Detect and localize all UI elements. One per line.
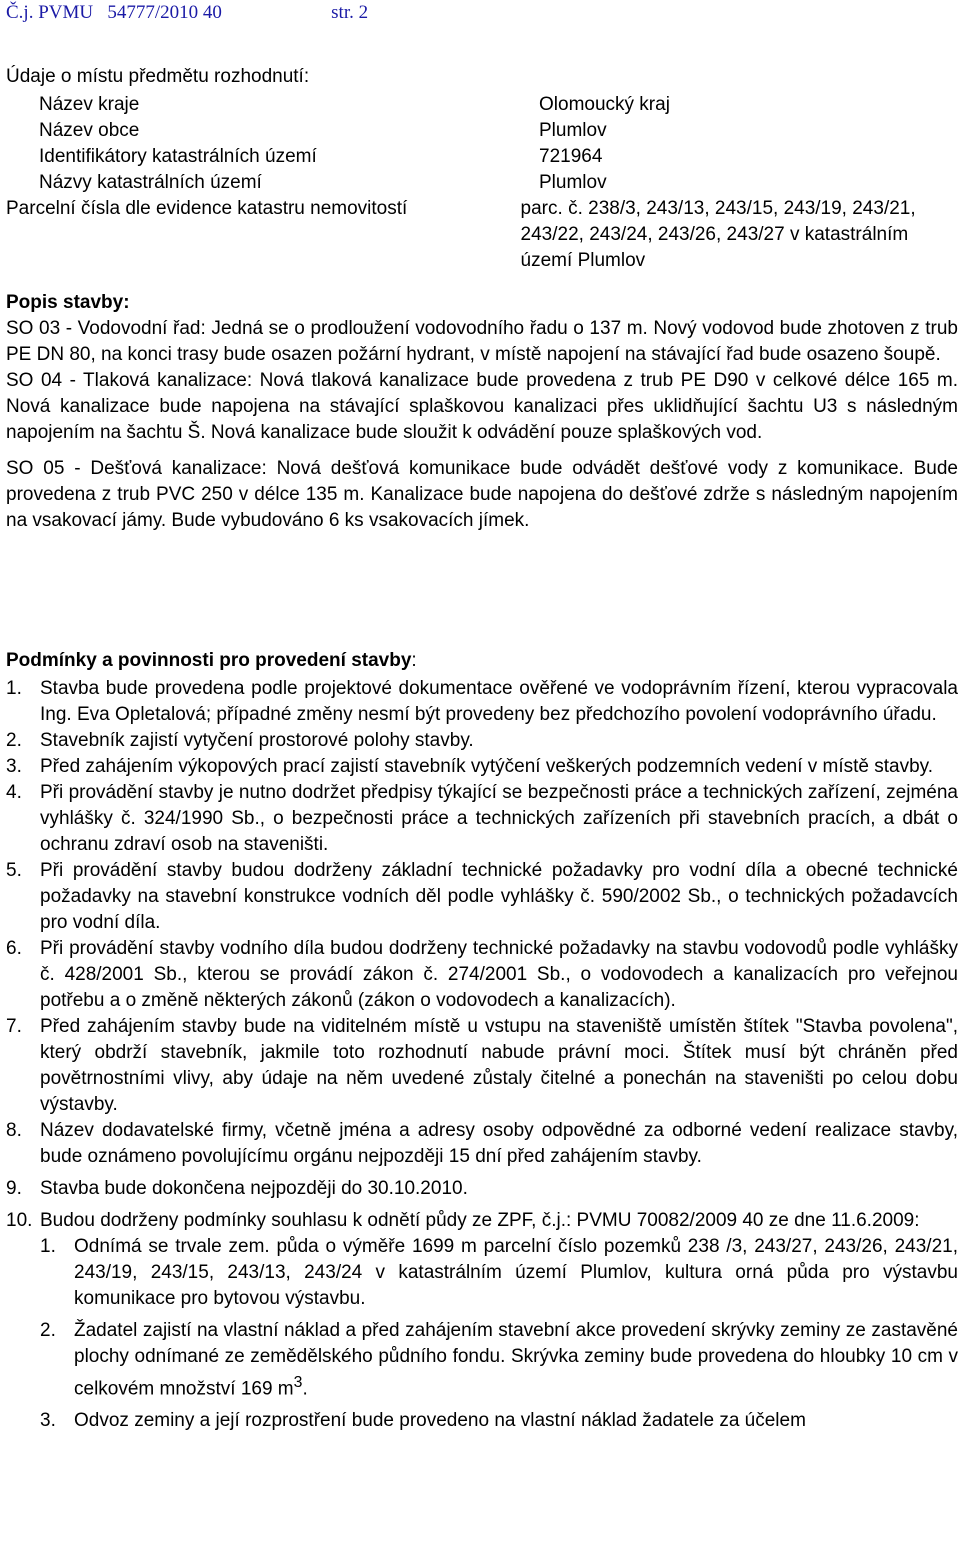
- sub-conditions-list: [40, 1234, 958, 1434]
- item-number: 2.: [6, 730, 22, 751]
- sub-item-number: 3.: [40, 1410, 56, 1432]
- list-item: [6, 1118, 958, 1170]
- info-label: Název obce: [39, 120, 140, 141]
- item-number: 5.: [6, 860, 22, 881]
- location-info-table: [6, 92, 959, 274]
- item-text: Před zahájením stavby bude na viditelném místě u vstupu na staveniště umístěn štítek "Stavba povolena", který obdrží stavebník, jakmile toto rozhodnutí nabude právní moci. Štítek musí být chráněn před povětrnostními vlivy, aby údaje na něm uvedené zůstaly čitelné a ponechán na staveništi po celou dobu výstavby.: [40, 1016, 958, 1115]
- item-text: Stavba bude dokončena nejpozději do 30.10.2010.: [40, 1178, 468, 1199]
- item-text: Před zahájením výkopových prací zajistí stavebník vytýčení veškerých podzemních vedení v místě stavby.: [40, 756, 934, 777]
- list-item: [6, 1014, 958, 1118]
- conditions-title: Podmínky a povinnosti pro provedení stavby: [6, 650, 412, 671]
- info-value: Olomoucký kraj: [539, 94, 670, 115]
- item-text: Budou dodrženy podmínky souhlasu k odnětí půdy ze ZPF, č.j.: PVMU 70082/2009 40 ze dne 11.6.2009:: [40, 1210, 920, 1231]
- item-number: 4.: [6, 782, 22, 803]
- page-number: str. 2: [331, 2, 369, 23]
- reference-number: 54777/2010 40: [107, 2, 222, 23]
- info-label: Název kraje: [39, 94, 140, 115]
- page-header: [6, 2, 368, 24]
- sub-list-item: [40, 1408, 958, 1434]
- item-text: Při provádění stavby je nutno dodržet předpisy týkající se bezpečnosti práce a technických zařízení, zejména vyhlášky č. 324/1990 Sb., o bezpečnosti práce a technických zařízeních při stavebních pracích, a dbát o ochranu zdraví osob na staveništi.: [40, 782, 958, 855]
- item-text: Při provádění stavby vodního díla budou dodrženy technické požadavky na stavbu vodovodů podle vyhlášky č. 428/2001 Sb., kterou se provádí zákon č. 274/2001 Sb., o vodovodech a kanalizacích pro veřejnou potřebu a o změně některých zákonů (zákon o vodovodech a kanalizacích).: [40, 938, 958, 1011]
- item-number: 7.: [6, 1016, 22, 1037]
- sub-list-item: [40, 1318, 958, 1402]
- reference-label: Č.j. PVMU: [6, 2, 94, 23]
- conditions-colon: :: [411, 650, 417, 671]
- info-row: [39, 118, 959, 144]
- item-number: 9.: [6, 1178, 22, 1199]
- list-item: [6, 780, 958, 858]
- item-number: 3.: [6, 756, 22, 777]
- item-number: 10.: [6, 1210, 33, 1231]
- section-title: Údaje o místu předmětu rozhodnutí:: [6, 66, 310, 87]
- info-row: [39, 144, 959, 170]
- description-so04: SO 04 - Tlaková kanalizace: Nová tlaková kanalizace bude provedena z trub PE D90 v celkové délce 165 m. Nová kanalizace bude napojena na stávající splaškovou kanalizaci přes uklidňující šachtu U3 s následným napojením na šachtu Š. Nová kanalizace bude sloužit k odvádění pouze splaškových vod.: [6, 370, 958, 443]
- parcel-label: Parcelní čísla dle evidence katastru nemovitostí: [6, 198, 408, 219]
- conditions-list: [6, 676, 958, 1434]
- list-item: [6, 1208, 958, 1434]
- info-value: 721964: [539, 146, 603, 167]
- item-number: 1.: [6, 678, 22, 699]
- info-label: Identifikátory katastrálních území: [39, 146, 317, 167]
- sub-item-tail: .: [302, 1378, 308, 1400]
- list-item: [6, 676, 958, 728]
- list-item: [6, 1176, 958, 1202]
- info-value: Plumlov: [539, 172, 607, 193]
- superscript: 3: [293, 1374, 303, 1391]
- item-text: Stavebník zajistí vytyčení prostorové polohy stavby.: [40, 730, 474, 751]
- list-item: [6, 936, 958, 1014]
- sub-item-number: 1.: [40, 1236, 56, 1257]
- sub-item-text: Odvoz zeminy a její rozprostření bude provedeno na vlastní náklad žadatele za účelem: [74, 1410, 806, 1432]
- description-section: [6, 290, 958, 534]
- description-so03: SO 03 - Vodovodní řad: Jedná se o prodloužení vodovodního řadu o 137 m. Nový vodovod bude zhotoven z trub PE DN 80, na konci trasy bude osazen požární hydrant, v místě napojení na stávající řad bude osazeno šoupě.: [6, 318, 958, 365]
- description-so05: SO 05 - Dešťová kanalizace: Nová dešťová komunikace bude odvádět dešťové vody z komunikace. Bude provedena z trub PVC 250 v délce 135 m. Kanalizace bude napojena do dešťové zdrže s následným napojením na vsakovací jámy. Bude vybudováno 6 ks vsakovacích jímek.: [6, 458, 958, 531]
- info-row: [39, 170, 959, 196]
- parcel-row: [6, 196, 926, 274]
- list-item: [6, 858, 958, 936]
- sub-list-item: [40, 1234, 958, 1312]
- item-number: 8.: [6, 1120, 22, 1141]
- info-value: Plumlov: [539, 120, 607, 141]
- parcel-value: parc. č. 238/3, 243/13, 243/15, 243/19, 243/21, 243/22, 243/24, 243/26, 243/27 v katastrálním území Plumlov: [520, 198, 916, 271]
- info-row: [39, 92, 959, 118]
- conditions-heading: [6, 648, 958, 674]
- item-text: Při provádění stavby budou dodrženy základní technické požadavky pro vodní díla a obecné technické požadavky na stavební konstrukce vodních děl podle vyhlášky č. 590/2002 Sb., o technických požadavcích pro vodní díla.: [40, 860, 958, 933]
- item-number: 6.: [6, 938, 22, 959]
- list-item: [6, 754, 958, 780]
- list-item: [6, 728, 958, 754]
- sub-item-text: Žadatel zajistí na vlastní náklad a před zahájením stavební akce provedení skrývky zeminy ze zastavěné plochy odnímané ze zemědělského půdního fondu. Skrývka zeminy bude provedena do hloubky 10 cm v celkovém množství 169 m: [74, 1320, 958, 1400]
- sub-item-number: 2.: [40, 1320, 56, 1341]
- conditions-section: [6, 648, 958, 1434]
- sub-item-text: Odnímá se trvale zem. půda o výměře 1699 m parcelní číslo pozemků 238 /3, 243/27, 243/26, 243/21, 243/19, 243/15, 243/13, 243/24 v katastrálním území Plumlov, kultura orná půda pro výstavbu komunikace pro bytovou výstavbu.: [74, 1236, 958, 1309]
- info-label: Názvy katastrálních území: [39, 172, 262, 193]
- item-text: Název dodavatelské firmy, včetně jména a adresy osoby odpovědné za odborné vedení realizace stavby, bude oznámeno povolujícímu orgánu nejpozději 15 dní před zahájením stavby.: [40, 1120, 958, 1167]
- description-title: Popis stavby:: [6, 292, 130, 313]
- item-text: Stavba bude provedena podle projektové dokumentace ověřené ve vodoprávním řízení, kterou vypracovala Ing. Eva Opletalová; případné změny nesmí být provedeny bez předchozího povolení vodoprávního úřadu.: [40, 678, 958, 725]
